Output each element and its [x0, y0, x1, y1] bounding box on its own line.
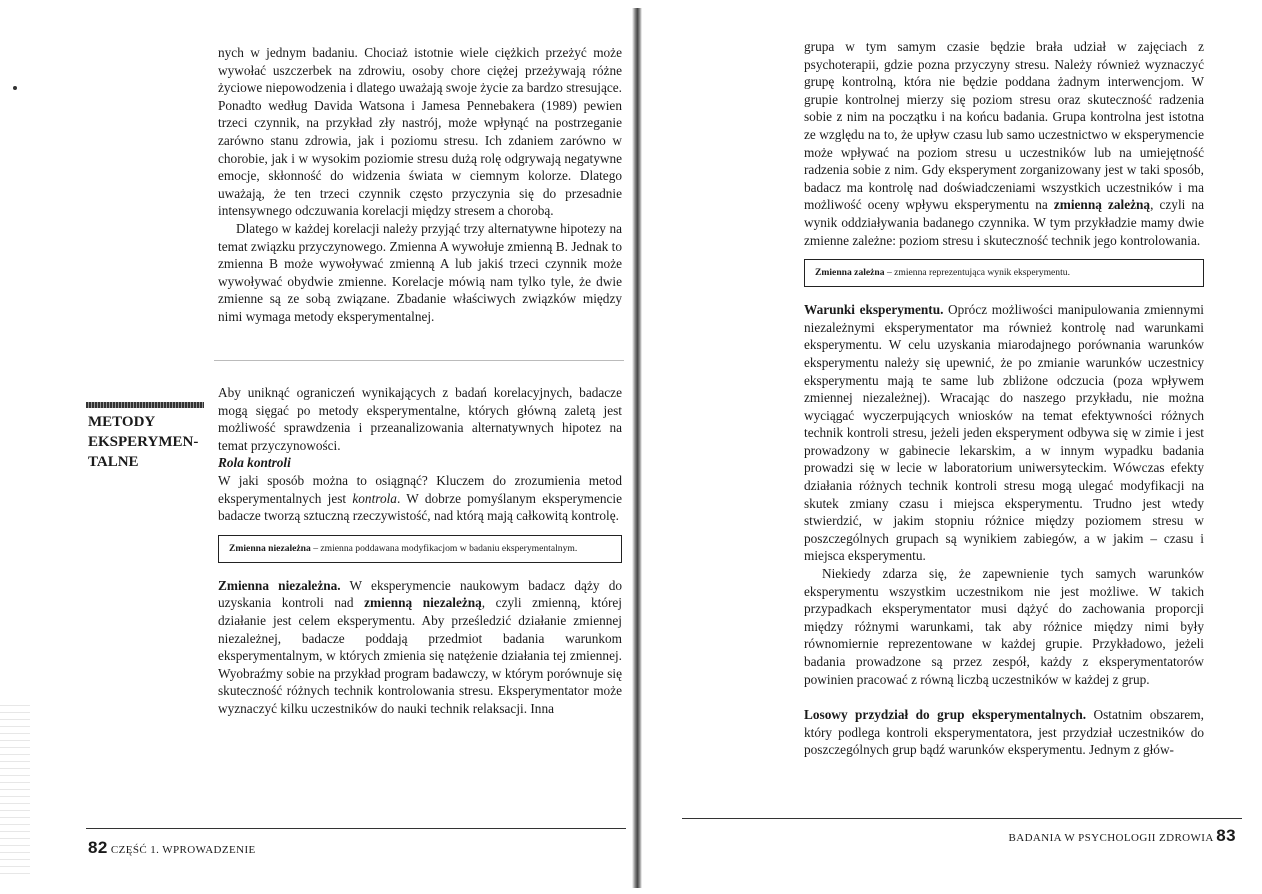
definition-box [804, 259, 1204, 287]
paragraph [804, 301, 1204, 565]
text-run: Ostatnim obszarem, który podlega kontroli eksperymentatora, jest przydział uczestników do poszczególnych grup bądź warunków eksperymentu. Jednym z głów- [804, 707, 1204, 758]
right-main-text [804, 38, 1204, 759]
definition-text: – zmienna reprezentująca wynik eksperymentu. [884, 267, 1070, 279]
running-head: BADANIA W PSYCHOLOGII ZDROWIA [1008, 832, 1214, 844]
left-top-text [218, 44, 622, 326]
right-page [642, 0, 1262, 894]
section-heading: METODY EKSPERYMEN-TALNE [88, 414, 199, 470]
paragraph: nych w jednym badaniu. Chociaż istotnie wiele ciężkich przeżyć może wywołać uszczerbek na zdrowiu, osoby chore ciężej przeżywają różne życiowe niepowodzenia i dlatego uważają swoje życie za bardzo stresujące. Ponadto według Davida Watsona i Jamesa Pennebakera (1989) pewien trzeci czynnik, na przykład zły nastrój, może wpłynąć na postrzeganie zarówno stanu zdrowia, jak i poziomu stresu. Ich zdaniem zarówno w chorobie, jak i w wysokim poziomie stresu dużą rolę odgrywają negatywne emocje, skłonność do widzenia świata w ciemnym kolorze. Dlatego uważają, że ten trzeci czynnik często przyczynia się do przesadnie intensywnego odczuwania korelacji między stresem a chorobą. [218, 45, 622, 219]
page-number: 83 [1216, 826, 1236, 845]
text-run: , czyli na wynik oddziaływania badanego czynnika. W tym przykładzie mamy dwie zmienne zależne: poziom stresu i skuteczność technik jego kontrolowania. [804, 197, 1204, 248]
paragraph [804, 706, 1204, 759]
paragraph-lead: Warunki eksperymentu. [804, 302, 944, 318]
paragraph-lead: Zmienna niezależna. [218, 577, 341, 593]
text-run: W eksperymencie naukowym badacz dąży do uzyskania kontroli nad [218, 577, 622, 611]
definition-term: Zmienna niezależna [229, 542, 311, 554]
divider [214, 360, 624, 361]
running-head: CZĘŚĆ 1. WPROWADZENIE [110, 844, 256, 856]
text-run: grupa w tym samym czasie będzie brała udział w zajęciach z psychoterapii, gdzie pozna przyczyny stresu. Należy również wyznaczyć grupę kontrolną, która nie będzie poddana żadnym interwencjom. W grupie kontrolnej mierzy się poziom stresu oraz skuteczność radzenia sobie z nim na początku i na końcu badania. Grupa kontrolna jest istotna ze względu na to, że upływ czasu lub samo uczestnictwo w eksperymencie może wpływać na poziom stresu u uczestników lub na umiejętność radzenia sobie z nim. Gdy eksperyment zorganizowany jest w taki sposób, badacz ma kontrolę nad doświadczeniami wszystkich uczestników i ma możliwość oceny wpływu eksperymentu na [804, 39, 1204, 213]
text-run: Oprócz możliwości manipulowania zmiennymi niezależnymi eksperymentator ma również kontrolę nad warunkami eksperymentu. W celu uzyskania miarodajnego porównania warunków eksperymentu należy się upewnić, że po zmianie warunków uczestnicy eksperymentu mają te same lub zbliżone odczucia (poza wpływem zmiennej niezależnej). Wracając do naszego przykładu, nie można wyciągać wyczerpujących wniosków na temat efektywności różnych technik kontroli stresu, jeżeli jeden eksperyment odbywa się w zimie i jest prowadzony w gabinecie lekarskim, a w innym wypadku badania prowadzi się w lecie w laboratorium uniwersyteckim. Wówczas efekty działania różnych technik kontroli stresu mogą ulegać modyfikacji na skutek zmiany czasu i miejsca eksperymentu. Trudno jest wtedy stwierdzić, w jakim stopniu różnice między poziomem stresu w poszczególnych grupach są wynikiem zabiegów, a w jakim – czasu i miejsca eksperymentu. [804, 302, 1204, 564]
key-term: zmienną zależną [1053, 197, 1151, 213]
paragraph-lead: Losowy przydział do grup eksperymentalnych. [804, 707, 1087, 723]
definition-box [218, 535, 622, 563]
definition-term: Zmienna zależna [815, 267, 885, 279]
left-page [0, 0, 630, 894]
definition-text: – zmienna poddawana modyfikacjom w badaniu eksperymentalnym. [310, 542, 578, 554]
key-term: zmienną niezależną [364, 595, 482, 611]
left-footer [88, 838, 256, 858]
text-run: . W dobrze pomyślanym eksperymencie badacze tworzą sztuczną rzeczywistość, nad którą mają całkowitą kontrolę. [218, 490, 623, 524]
footer-rule [682, 818, 1242, 819]
book-gutter [632, 8, 642, 888]
subheading: Rola kontroli [218, 455, 291, 471]
right-footer [1009, 826, 1237, 846]
paragraph: Dlatego w każdej korelacji należy przyjąć trzy alternatywne hipotezy na temat związku przyczynowego. Zmienna A wywołuje zmienną B. Jednak to zmienna B może wywoływać zmienną A lub jakiś trzeci czynnik może wywoływać obydwie zmienne. Korelacje mówią nam tylko tyle, że dwie zmienne są ze sobą związane. Zbadanie właściwych związków między nimi wymaga metody eksperymentalnej. [218, 220, 622, 324]
left-main-text [218, 384, 622, 718]
paragraph: Aby uniknąć ograniczeń wynikających z badań korelacyjnych, badacze mogą sięgać po metody eksperymentalne, których główną zaletą jest możliwość sprawdzenia i przeanalizowania alternatywnych hipotez na temat przyczynowości. [218, 385, 622, 453]
page-number: 82 [88, 838, 108, 857]
section-heading-bar [86, 402, 204, 408]
key-term: kontrola [352, 490, 397, 506]
paragraph [804, 38, 1204, 249]
paragraph: Niekiedy zdarza się, że zapewnienie tych samych warunków eksperymentu wszystkim uczestnikom nie jest możliwe. W takich przypadkach eksperymentator musi dążyć do zachowania proporcji między różnymi warunkami, tak aby różnice między nimi były równomiernie reprezentowane w każdej grupie. Przykładowo, jeżeli badania prowadzone są przez zespół, każdy z eksperymentatorów powinien pracować z równą liczbą uczestników w każdej z grup. [804, 566, 1204, 687]
paragraph [218, 472, 622, 525]
paragraph [218, 577, 622, 718]
text-run: W jaki sposób można to osiągnąć? Kluczem do zrozumienia metod eksperymentalnych jest [218, 472, 622, 506]
text-run: , czyli zmienną, której działanie jest celem eksperymentu. Aby prześledzić działanie zmiennej niezależnej, badacze poddają przedmiot badania warunkom eksperymentalnym, w których zmienia się natężenie działania tej zmiennej. Wyobraźmy sobie na przykład program badawczy, w którym porównuje się skuteczność różnych technik kontrolowania stresu. Eksperymentator może wyznaczyć kilku uczestników do nauki technik relaksacji. Inna [218, 595, 622, 716]
footer-rule [86, 828, 626, 829]
